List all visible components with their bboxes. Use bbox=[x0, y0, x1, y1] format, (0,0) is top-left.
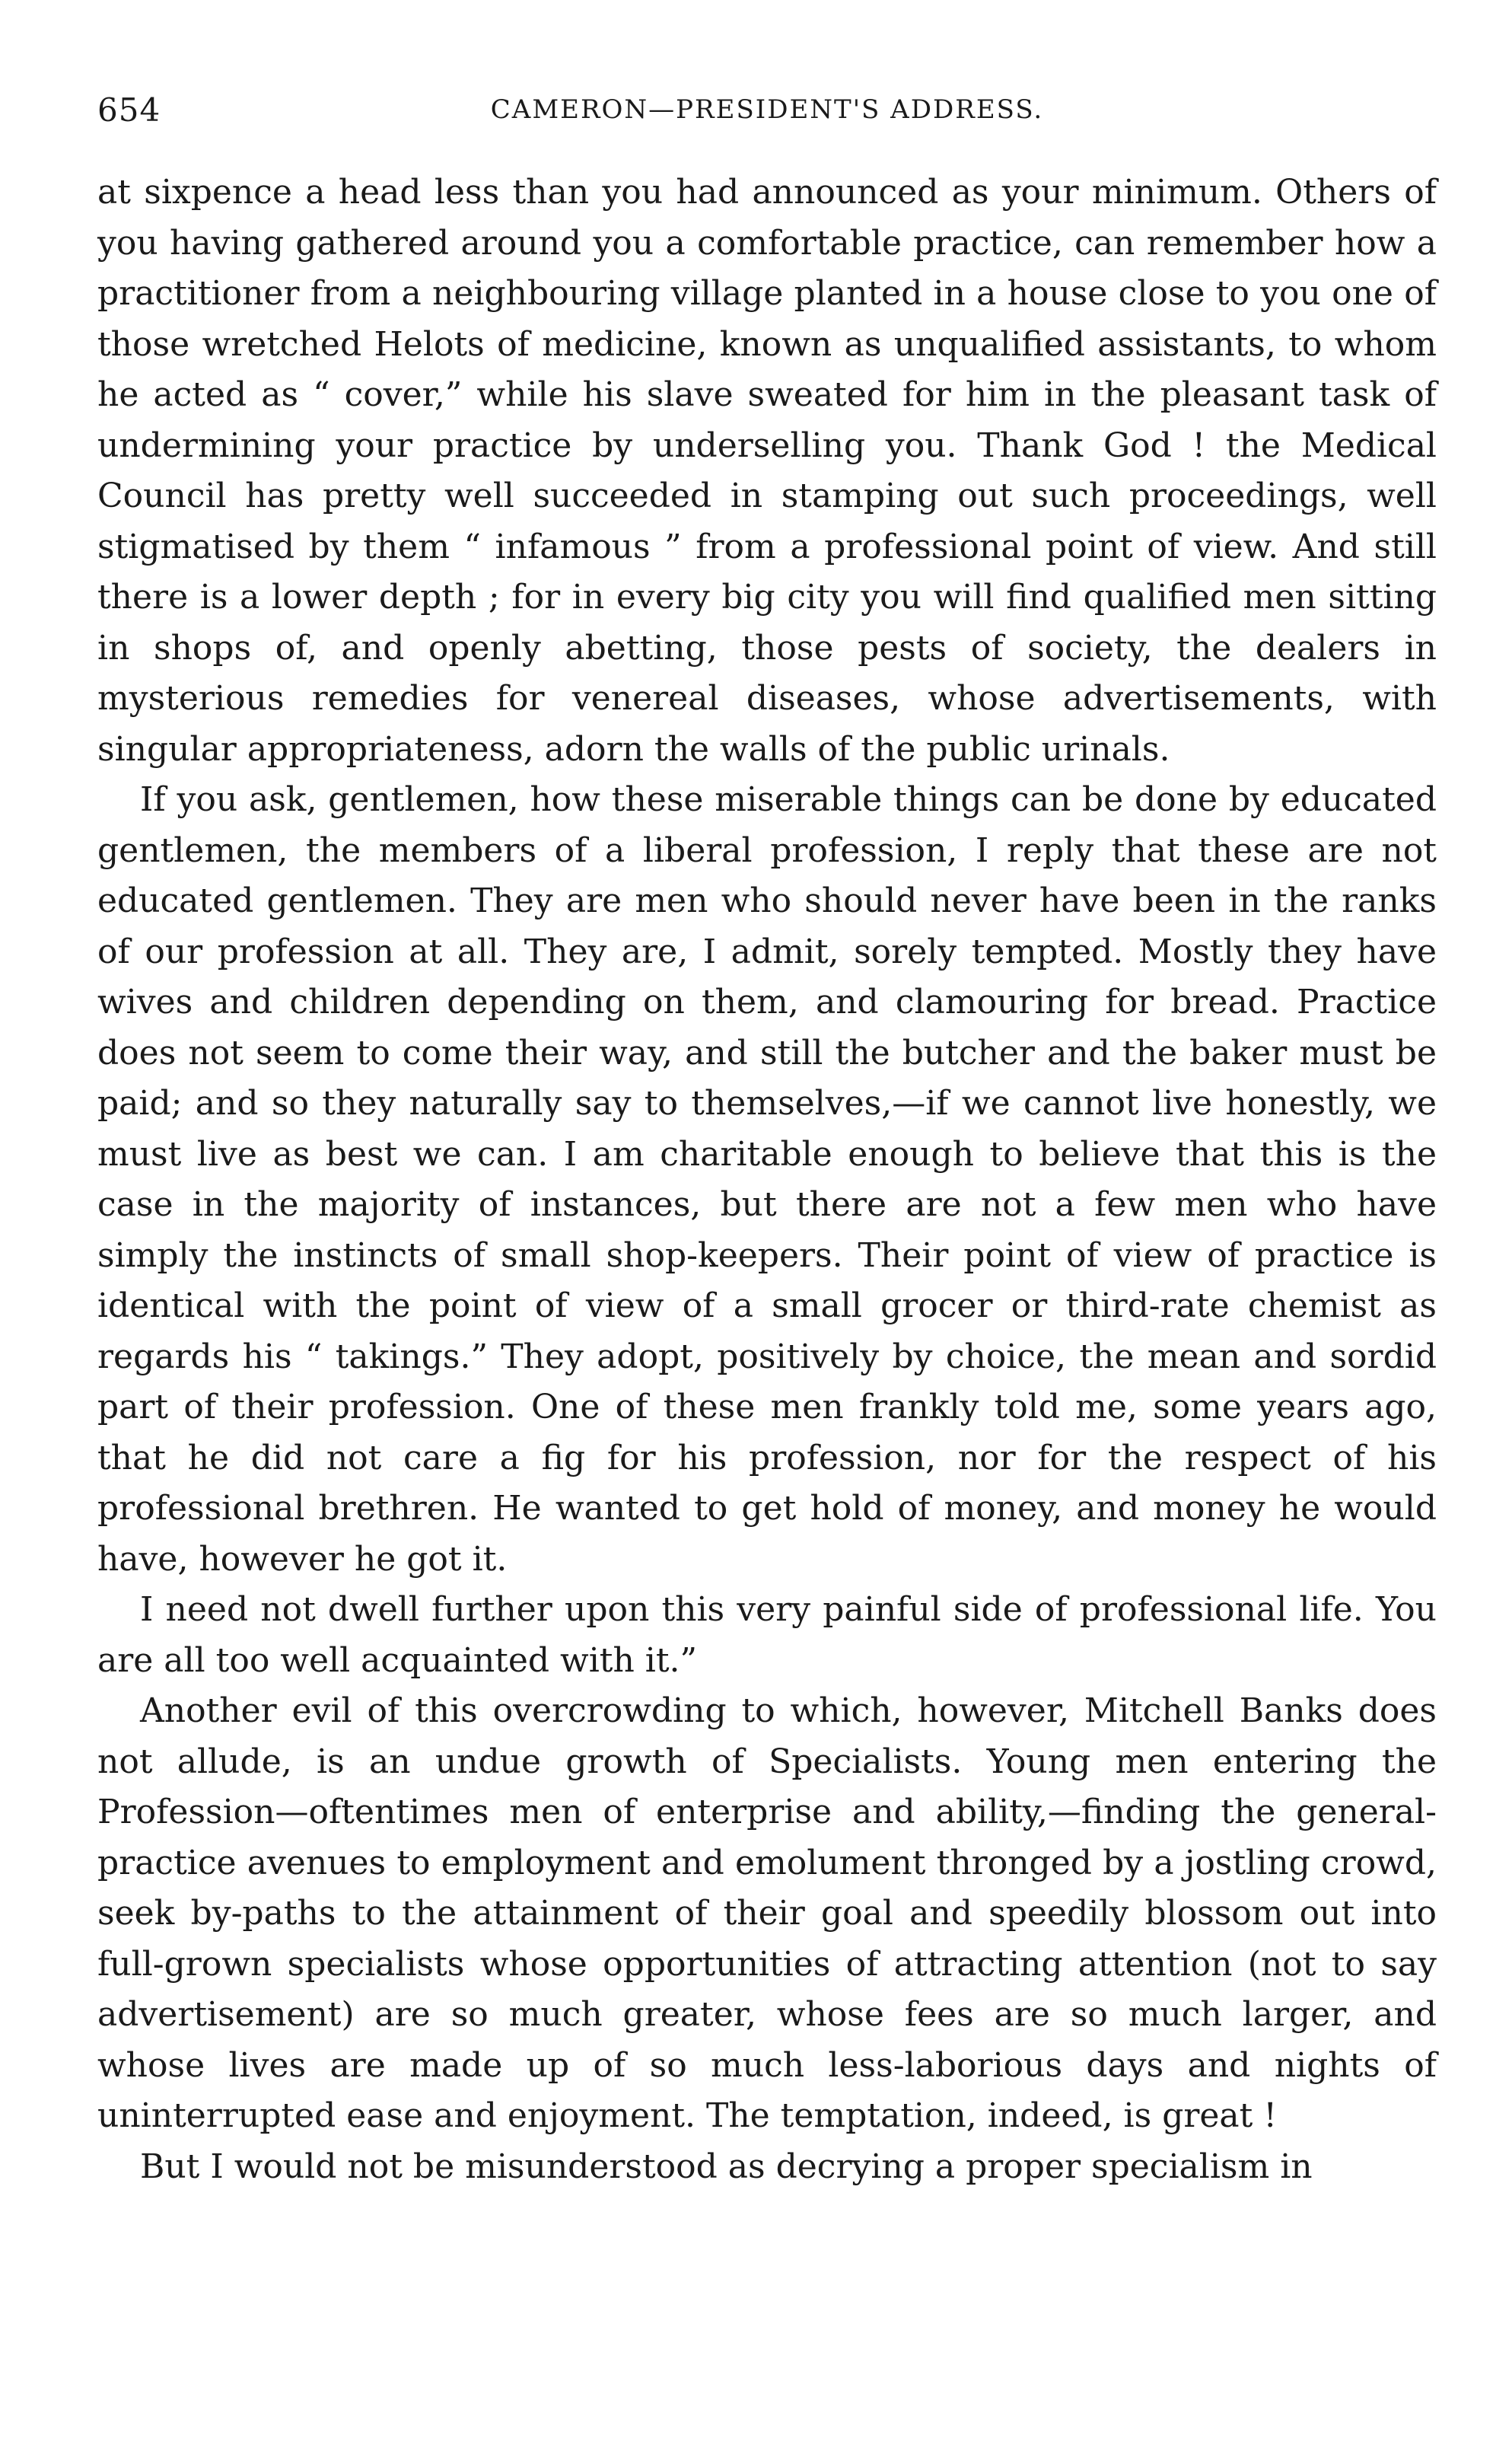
running-header bbox=[97, 91, 1437, 137]
paragraph: But I would not be misunderstood as decrying a proper specialism in bbox=[140, 2147, 1313, 2186]
paragraph: Another evil of this overcrowding to which, however, Mitchell Banks does not allude, is an undue growth of Specialists. Young men entering the Profession—oftentimes men of enterprise and ability,—finding the general-practice avenues to employment and emolument thronged by a jostling crowd, seek by-paths to the attainment of their goal and speedily blossom out into full-grown specialists whose opportunities of attracting attention (not to say advertisement) are so much greater, whose fees are so much larger, and whose lives are made up of so much less-laborious days and nights of uninterrupted ease and enjoyment. The temptation, indeed, is great ! bbox=[97, 1691, 1437, 2135]
paragraph: If you ask, gentlemen, how these miserable things can be done by educated gentlemen, the members of a liberal profession, I reply that these are not educated gentlemen. They are men who should never have been in the ranks of our profession at all. They are, I admit, sorely tempted. Mostly they have wives and children depending on them, and clamouring for bread. Practice does not seem to come their way, and still the butcher and the baker must be paid; and so they naturally say to themselves,—if we cannot live honestly, we must live as best we can. I am charitable enough to believe that this is the case in the majority of instances, but there are not a few men who have simply the instincts of small shop-keepers. Their point of view of practice is identical with the point of view of a small grocer or third-rate chemist as regards his “ takings.” They adopt, positively by choice, the mean and sordid part of their profession. One of these men frankly told me, some years ago, that he did not care a fig for his profession, nor for the respect of his professional brethren. He wanted to get hold of money, and money he would have, however he got it. bbox=[97, 780, 1437, 1579]
running-title: CAMERON—PRESIDENT'S ADDRESS. bbox=[490, 94, 1044, 125]
page-number: 654 bbox=[97, 91, 161, 129]
body-text bbox=[97, 167, 1437, 2192]
paragraph-continued: at sixpence a head less than you had announced as your minimum. Others of you having gathered around you a comfortable practice, can remember how a practitioner from a neighbouring village planted in a house close to you one of those wretched Helots of medicine, known as unqualified assistants, to whom he acted as “ cover,” while his slave sweated for him in the pleasant task of undermining your practice by underselling you. Thank God ! the Medical Council has pretty well succeeded in stamping out such proceedings, well stigmatised by them “ infamous ” from a professional point of view. And still there is a lower depth ; for in every big city you will find qualified men sitting in shops of, and openly abetting, those pests of society, the dealers in mysterious remedies for venereal diseases, whose advertisements, with singular appropriateness, adorn the walls of the public urinals. bbox=[97, 173, 1437, 769]
paragraph: I need not dwell further upon this very painful side of professional life. You are all too well acquainted with it.” bbox=[97, 1590, 1437, 1680]
book-page bbox=[97, 91, 1437, 2192]
